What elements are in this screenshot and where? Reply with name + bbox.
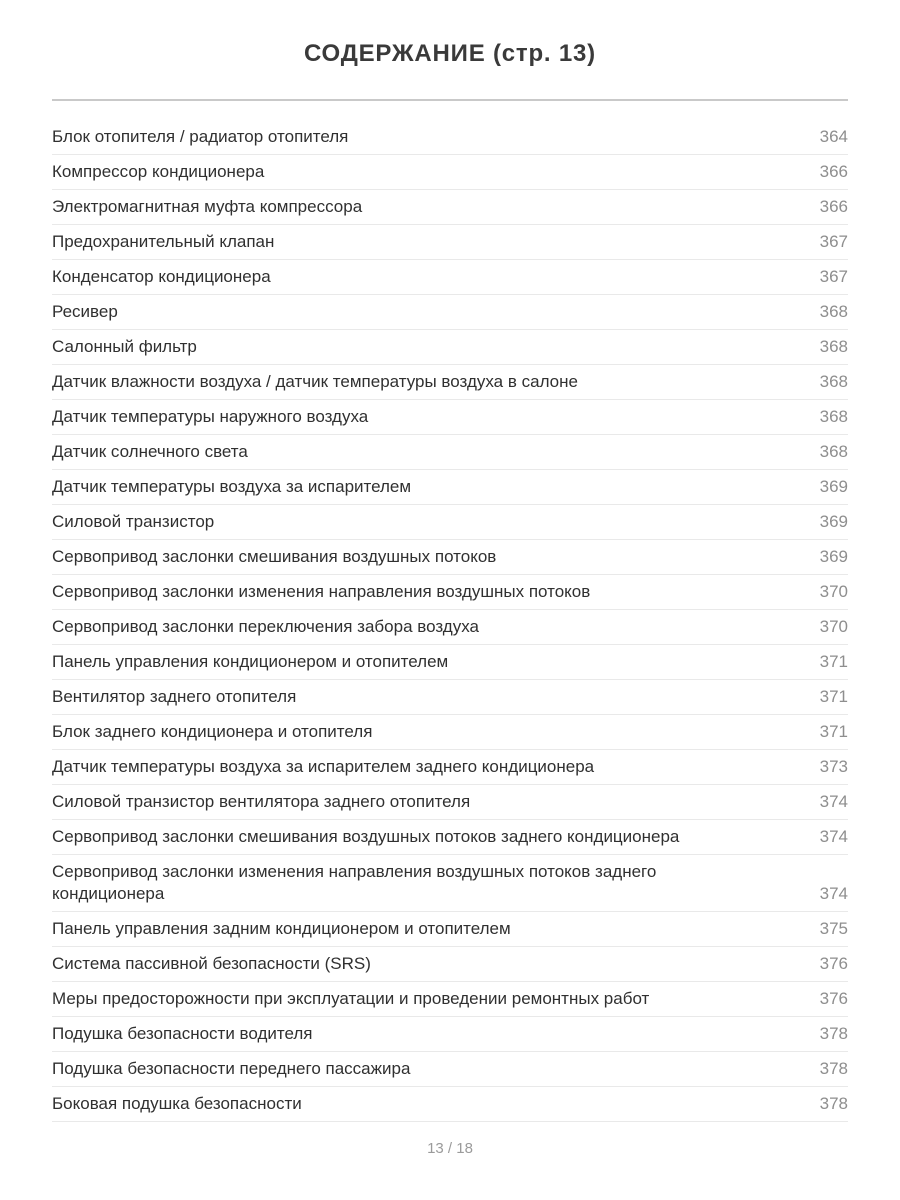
- toc-entry[interactable]: [52, 365, 848, 400]
- toc-entry-label: Сервопривод заслонки смешивания воздушных потоков заднего кондиционера: [52, 827, 680, 846]
- toc-entry-page: 366: [819, 197, 848, 216]
- toc-entry-page: 368: [819, 302, 848, 321]
- toc-entry[interactable]: [52, 820, 848, 855]
- toc-entry[interactable]: [52, 1052, 848, 1087]
- toc-entry[interactable]: [52, 947, 848, 982]
- toc-entry-page: 370: [819, 617, 848, 636]
- toc-entry-page: 368: [819, 337, 848, 356]
- toc-entry[interactable]: [52, 330, 848, 365]
- toc-entry[interactable]: [52, 540, 848, 575]
- toc-entry[interactable]: [52, 785, 848, 820]
- toc-entry-label: Салонный фильтр: [52, 337, 197, 356]
- toc-entry-page: 376: [819, 989, 848, 1008]
- toc-entry-label: Блок заднего кондиционера и отопителя: [52, 722, 373, 741]
- toc-entry-label: Силовой транзистор: [52, 512, 215, 531]
- toc-entry-label: Датчик температуры воздуха за испарителем: [52, 477, 412, 496]
- toc-entry-label: Подушка безопасности водителя: [52, 1024, 313, 1043]
- toc-entry[interactable]: [52, 750, 848, 785]
- toc-entry-label: Блок отопителя / радиатор отопителя: [52, 127, 349, 146]
- toc-entry[interactable]: [52, 295, 848, 330]
- toc-entry-page: 374: [819, 792, 848, 811]
- toc-entry-page: 373: [819, 757, 848, 776]
- toc-entry-label: Электромагнитная муфта компрессора: [52, 197, 363, 216]
- toc-entry[interactable]: [52, 505, 848, 540]
- toc-entry[interactable]: [52, 912, 848, 947]
- toc-entry-label: Вентилятор заднего отопителя: [52, 687, 297, 706]
- toc-entry[interactable]: [52, 400, 848, 435]
- toc-entry-label: Ресивер: [52, 302, 118, 321]
- toc-entry-page: 374: [819, 827, 848, 846]
- toc-entry[interactable]: [52, 225, 848, 260]
- toc-entry[interactable]: [52, 435, 848, 470]
- toc-entry-label: Панель управления задним кондиционером и отопителем: [52, 919, 511, 938]
- toc-list: [52, 120, 848, 1122]
- toc-entry-page: 374: [819, 884, 848, 903]
- page-indicator: 13 / 18: [427, 1140, 473, 1157]
- toc-entry-label: Силовой транзистор вентилятора заднего отопителя: [52, 792, 471, 811]
- toc-entry-label: Датчик влажности воздуха / датчик температуры воздуха в салоне: [52, 372, 578, 391]
- toc-entry-page: 371: [819, 687, 848, 706]
- toc-entry-label: Датчик солнечного света: [52, 442, 248, 461]
- toc-entry[interactable]: [52, 120, 848, 155]
- toc-entry[interactable]: [52, 470, 848, 505]
- toc-entry-page: 369: [819, 547, 848, 566]
- toc-entry[interactable]: [52, 715, 848, 750]
- toc-entry-page: 366: [819, 162, 848, 181]
- toc-entry[interactable]: [52, 575, 848, 610]
- toc-entry-page: 368: [819, 442, 848, 461]
- toc-entry-page: 368: [819, 407, 848, 426]
- toc-entry[interactable]: [52, 982, 848, 1017]
- toc-entry-label: Конденсатор кондиционера: [52, 267, 271, 286]
- toc-entry-label: Предохранительный клапан: [52, 232, 275, 251]
- toc-entry-page: 364: [819, 127, 848, 146]
- toc-entry-page: 378: [819, 1024, 848, 1043]
- toc-entry-label: Система пассивной безопасности (SRS): [52, 954, 371, 973]
- toc-entry-page: 376: [819, 954, 848, 973]
- title-divider: [52, 99, 848, 101]
- toc-entry-page: 378: [819, 1059, 848, 1078]
- toc-entry-label: Боковая подушка безопасности: [52, 1094, 302, 1113]
- toc-entry-page: 367: [819, 232, 848, 251]
- toc-entry-page: 370: [819, 582, 848, 601]
- toc-entry-label: Сервопривод заслонки изменения направления воздушных потоков: [52, 582, 591, 601]
- toc-entry-label: Сервопривод заслонки изменения направления воздушных потоков заднего кондиционера: [52, 862, 657, 903]
- toc-entry-label: Панель управления кондиционером и отопителем: [52, 652, 449, 671]
- toc-entry[interactable]: [52, 645, 848, 680]
- toc-entry-label: Датчик температуры воздуха за испарителем заднего кондиционера: [52, 757, 595, 776]
- toc-entry[interactable]: [52, 1017, 848, 1052]
- toc-entry-page: 371: [819, 722, 848, 741]
- toc-entry-label: Меры предосторожности при эксплуатации и проведении ремонтных работ: [52, 989, 650, 1008]
- toc-entry[interactable]: [52, 190, 848, 225]
- toc-entry-page: 371: [819, 652, 848, 671]
- toc-entry[interactable]: [52, 680, 848, 715]
- toc-entry-page: 378: [819, 1094, 848, 1113]
- toc-entry-label: Сервопривод заслонки переключения забора воздуха: [52, 617, 479, 636]
- toc-entry-page: 368: [819, 372, 848, 391]
- toc-entry-page: 369: [819, 477, 848, 496]
- toc-entry-page: 369: [819, 512, 848, 531]
- toc-entry[interactable]: [52, 155, 848, 190]
- toc-entry-label: Датчик температуры наружного воздуха: [52, 407, 369, 426]
- page-title: СОДЕРЖАНИЕ (стр. 13): [304, 40, 596, 67]
- toc-entry-label: Подушка безопасности переднего пассажира: [52, 1059, 411, 1078]
- toc-entry-label: Компрессор кондиционера: [52, 162, 265, 181]
- toc-entry[interactable]: [52, 260, 848, 295]
- toc-entry[interactable]: [52, 855, 848, 912]
- toc-entry-page: 367: [819, 267, 848, 286]
- toc-entry-page: 375: [819, 919, 848, 938]
- toc-entry[interactable]: [52, 1087, 848, 1122]
- toc-entry-label: Сервопривод заслонки смешивания воздушных потоков: [52, 547, 497, 566]
- toc-entry[interactable]: [52, 610, 848, 645]
